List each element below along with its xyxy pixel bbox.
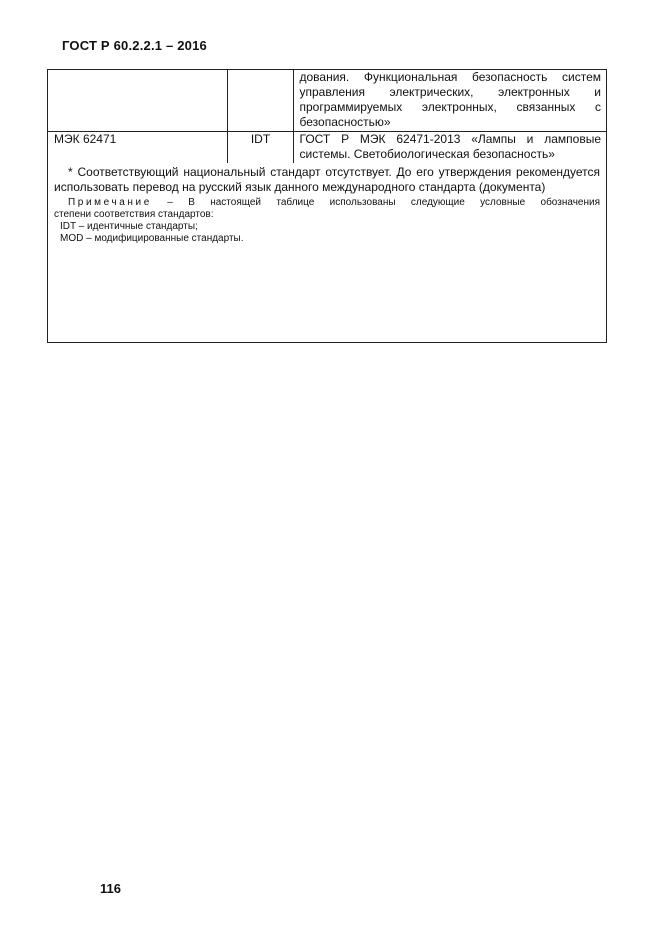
table-cell-national-standard (293, 132, 606, 164)
cell-line: системы. Светобиологическая безопасность» (299, 147, 555, 161)
table-row (48, 132, 606, 164)
table-note (54, 197, 600, 245)
document-header-id: ГОСТ Р 60.2.2.1 – 2016 (62, 38, 207, 53)
table-cell-standard: МЭК 62471 (48, 132, 227, 164)
note-dash: – (151, 197, 189, 208)
table-cell-degree (227, 70, 293, 132)
cell-line: ГОСТ Р МЭК 62471-2013 «Лампы и ламповые (299, 132, 601, 146)
table-footnote (54, 165, 600, 245)
cell-line: безопасностью» (299, 115, 391, 129)
footnote-text: * Соответствующий национальный стандарт отсутствует. До его утверждения рекомендуется использовать перевод на русский язык данного международного стандарта (документа) (54, 165, 600, 194)
cell-line: программируемых электронных, связанных с (299, 100, 601, 114)
cell-line: управления электрических, электронных и (299, 85, 601, 99)
page-number: 116 (100, 881, 121, 896)
table-cell-national-standard (293, 70, 606, 132)
note-text: В настоящей таблице использованы следующие условные обозначения (188, 197, 600, 208)
note-item-idt: IDT – идентичные стандарты; (60, 221, 198, 232)
table-cell-standard (48, 70, 227, 132)
note-text-continued: степени соответствия стандартов: (54, 209, 214, 220)
standards-table-grid (48, 70, 606, 163)
table-cell-degree: IDT (227, 132, 293, 164)
standards-table (47, 69, 607, 343)
note-item-mod: MOD – модифицированные стандарты. (60, 233, 244, 244)
note-label: Примечание (68, 197, 152, 208)
table-row (48, 70, 606, 132)
cell-line: дования. Функциональная безопасность систем (299, 70, 601, 84)
